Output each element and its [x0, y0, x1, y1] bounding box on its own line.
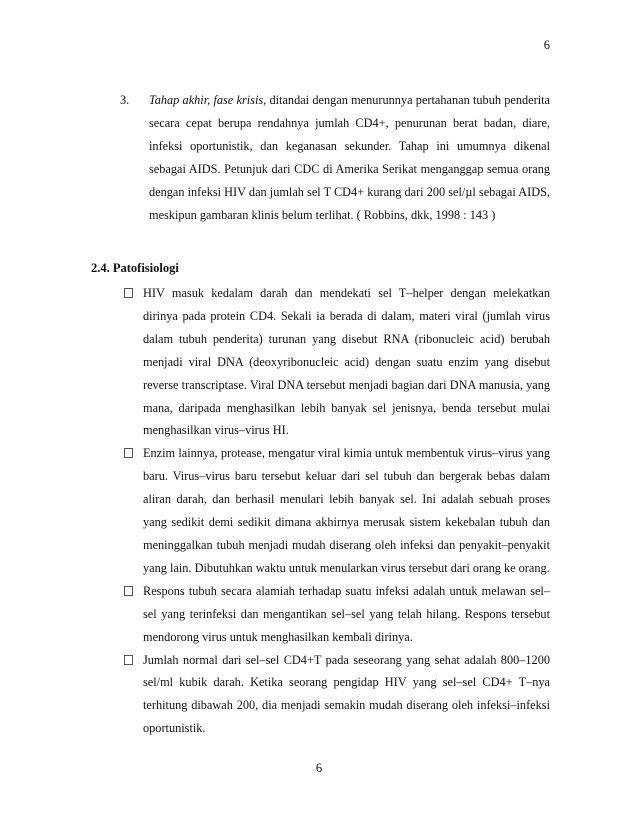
bullet-item — [124, 282, 550, 442]
bullet-text: Enzim lainnya, protease, mengatur viral kimia untuk membentuk virus–virus yang baru. Virus–virus baru tersebut keluar dari sel tubuh dan bergerak bebas dalam aliran darah, dan berhasil menulari lebih banyak sel. Ini adalah sebuah proses yang sedikit demi sedikit dimana akhirnya merusak sistem kekebalan tubuh dan meninggalkan tubuh menjadi mudah diserang oleh infeksi dan penyakit–penyakit yang lain. Dibutuhkan waktu untuk menularkan virus tersebut dari orang ke orang. — [143, 446, 550, 575]
list-item-text — [149, 89, 550, 226]
bullet-box-icon — [124, 655, 133, 665]
bullet-box-icon — [124, 448, 133, 458]
page-number-bottom: 6 — [315, 761, 323, 775]
bullet-text: Respons tubuh secara alamiah terhadap suatu infeksi adalah untuk melawan sel–sel yang terinfeksi dan mengantikan sel–sel yang telah hilang. Respons tersebut mendorong virus untuk menghasilkan kembali dirinya. — [143, 583, 550, 644]
bullet-text: HIV masuk kedalam darah dan mendekati sel T–helper dengan melekatkan dirinya pada protein CD4. Sekali ia berada di dalam, materi viral (jumlah virus dalam tubuh penderita) turunan yang disebut RNA (ribonucleic acid) berubah menjadi viral DNA (deoxyribonucleic acid) dengan suatu enzim yang disebut reverse transcriptase. Viral DNA tersebut menjadi bagian dari DNA manusia, yang mana, daripada menghasilkan lebih banyak sel jenisnya, benda tersebut mulai menghasilkan virus–virus HI. — [143, 286, 550, 438]
list-item-body: , ditandai dengan menurunnya pertahanan tubuh penderita secara cepat berupa rendahnya jumlah CD4+, penurunan berat badan, diare, infeksi oportunistik, dan keganasan sekunder. Tahap ini umumnya dikenal sebagai AIDS. Petunjuk dari CDC di Amerika Serikat menganggap semua orang dengan infeksi HIV dan jumlah sel T CD4+ kurang dari 200 sel/µl sebagai AIDS, meskipun gambaran klinis belum terlihat. ( Robbins, dkk, 1998 : 143 ) — [149, 93, 550, 222]
bullet-box-icon — [124, 586, 133, 596]
bullet-item — [124, 649, 550, 741]
bullet-item — [124, 580, 550, 649]
list-item-number: 3. — [120, 93, 130, 107]
bullet-box-icon — [124, 288, 133, 298]
bullet-list — [124, 282, 550, 740]
section-heading: 2.4. Patofisiologi — [91, 261, 179, 275]
bullet-text: Jumlah normal dari sel–sel CD4+T pada seseorang yang sehat adalah 800–1200 sel/ml kubik darah. Ketika seorang pengidap HIV yang sel–sel CD4+ T–nya terhitung dibawah 200, dia menjadi semakin mudah diserang oleh infeksi–infeksi oportunistik. — [143, 652, 550, 736]
list-item-italic-title: Tahap akhir, fase krisis — [149, 93, 264, 107]
page-number-top: 6 — [543, 38, 550, 52]
bullet-item — [124, 442, 550, 579]
list-item-stage-3 — [120, 89, 550, 226]
